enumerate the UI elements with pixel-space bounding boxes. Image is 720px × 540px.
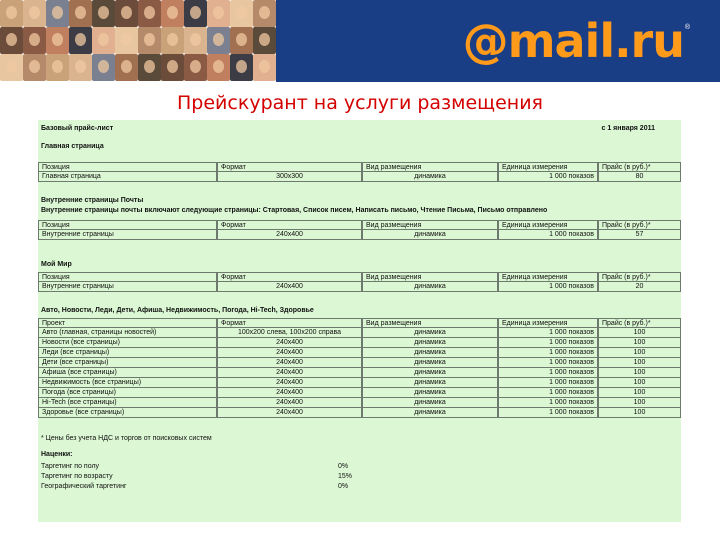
table-cell: 100 xyxy=(598,408,681,418)
table-cell: 100 xyxy=(598,378,681,388)
table-cell: 100 xyxy=(598,368,681,378)
collage-photo xyxy=(253,27,276,54)
table-cell: 1 000 показов xyxy=(498,172,598,182)
column-header: Единица измерения xyxy=(498,272,598,282)
surcharge-value: 0% xyxy=(338,463,349,470)
section-title: Мой Мир xyxy=(41,261,72,268)
table-row xyxy=(38,398,681,408)
surcharge-value: 15% xyxy=(338,473,353,480)
table-cell: 80 xyxy=(598,172,681,182)
table-cell: 240х400 xyxy=(217,388,362,398)
table-cell: 240х400 xyxy=(217,338,362,348)
section-title: Главная страница xyxy=(41,143,104,150)
collage-photo xyxy=(138,27,161,54)
table-cell: динамика xyxy=(362,172,498,182)
table-cell: 240х400 xyxy=(217,398,362,408)
table-cell: Леди (все страницы) xyxy=(38,348,217,358)
section-note: Внутренние страницы почты включают следующие страницы: Стартовая, Список писем, Написать письмо, Чтение Письма, Письмо отправлено xyxy=(41,207,548,214)
table-row xyxy=(38,172,681,182)
table-cell: 1 000 показов xyxy=(498,368,598,378)
collage-photo xyxy=(230,27,253,54)
table-cell: 100 xyxy=(598,388,681,398)
table-cell: динамика xyxy=(362,368,498,378)
table-cell: 240х400 xyxy=(217,358,362,368)
column-header: Единица измерения xyxy=(498,318,598,328)
table-cell: 20 xyxy=(598,282,681,292)
collage-photo xyxy=(0,27,23,54)
table-row xyxy=(38,388,681,398)
collage-photo xyxy=(161,0,184,27)
column-header: Позиция xyxy=(38,220,217,230)
surcharge-label: Географический таргетинг xyxy=(41,483,127,490)
table-cell: 57 xyxy=(598,230,681,240)
column-header: Вид размещения xyxy=(362,272,498,282)
collage-photo xyxy=(92,54,115,81)
table-row xyxy=(38,282,681,292)
collage-photo xyxy=(115,27,138,54)
table-cell: 100 xyxy=(598,328,681,338)
collage-photo xyxy=(46,27,69,54)
table-cell: 1 000 показов xyxy=(498,378,598,388)
mailru-logo[interactable]: @mail.ru xyxy=(462,14,684,68)
table-cell: динамика xyxy=(362,230,498,240)
column-header: Вид размещения xyxy=(362,162,498,172)
sheet-date: с 1 января 2011 xyxy=(601,125,655,132)
table-cell: Здоровье (все страницы) xyxy=(38,408,217,418)
table-cell: 1 000 показов xyxy=(498,282,598,292)
table-cell: 100 xyxy=(598,338,681,348)
collage-photo xyxy=(184,54,207,81)
table-cell: 240х400 xyxy=(217,368,362,378)
collage-photo xyxy=(23,54,46,81)
collage-photo xyxy=(115,0,138,27)
table-header-row xyxy=(38,220,681,230)
table-row xyxy=(38,358,681,368)
header xyxy=(0,0,720,82)
collage-photo xyxy=(23,27,46,54)
collage-photo xyxy=(46,54,69,81)
table-cell: Недвижимость (все страницы) xyxy=(38,378,217,388)
collage-photo xyxy=(138,0,161,27)
table-row xyxy=(38,338,681,348)
table-cell: 240х400 xyxy=(217,408,362,418)
collage-photo xyxy=(230,0,253,27)
column-header: Формат xyxy=(217,318,362,328)
table-cell: Авто (главная, страницы новостей) xyxy=(38,328,217,338)
table-cell: Погода (все страницы) xyxy=(38,388,217,398)
surcharge-label: Таргетинг по полу xyxy=(41,463,100,470)
table-row xyxy=(38,328,681,338)
collage-photo xyxy=(46,0,69,27)
collage-photo xyxy=(23,0,46,27)
table-cell: динамика xyxy=(362,282,498,292)
registered-mark: ® xyxy=(684,24,690,31)
table-cell: динамика xyxy=(362,348,498,358)
collage-photo xyxy=(253,0,276,27)
table-row xyxy=(38,408,681,418)
collage-photo xyxy=(253,54,276,81)
table-header-row xyxy=(38,272,681,282)
surcharge-value: 0% xyxy=(338,483,349,490)
section-title: Авто, Новости, Леди, Дети, Афиша, Недвижимость, Погода, Hi-Tech, Здоровье xyxy=(41,307,314,314)
collage-photo xyxy=(0,54,23,81)
section-title: Внутренние страницы Почты xyxy=(41,197,144,204)
collage-photo xyxy=(207,0,230,27)
collage-photo xyxy=(92,0,115,27)
table-cell: Внутренние страницы xyxy=(38,230,217,240)
table-cell: динамика xyxy=(362,408,498,418)
page-title: Прейскурант на услуги размещения xyxy=(177,92,543,114)
column-header: Проект xyxy=(38,318,217,328)
table-cell: 1 000 показов xyxy=(498,230,598,240)
collage-photo xyxy=(115,54,138,81)
table-cell: 1 000 показов xyxy=(498,358,598,368)
collage-photo xyxy=(230,54,253,81)
column-header: Позиция xyxy=(38,162,217,172)
table-cell: Новости (все страницы) xyxy=(38,338,217,348)
column-header: Единица измерения xyxy=(498,162,598,172)
table-cell: 1 000 показов xyxy=(498,328,598,338)
table-cell: 240х400 xyxy=(217,282,362,292)
collage-photo xyxy=(92,27,115,54)
table-row xyxy=(38,230,681,240)
logo-panel xyxy=(276,0,720,82)
column-header: Вид размещения xyxy=(362,318,498,328)
table-cell: динамика xyxy=(362,378,498,388)
table-header-row xyxy=(38,162,681,172)
table-cell: 300х300 xyxy=(217,172,362,182)
table-cell: 1 000 показов xyxy=(498,348,598,358)
photo-collage xyxy=(0,0,276,82)
column-header: Единица измерения xyxy=(498,220,598,230)
column-header: Позиция xyxy=(38,272,217,282)
column-header: Прайс (в руб.)* xyxy=(598,220,681,230)
collage-photo xyxy=(207,54,230,81)
table-row xyxy=(38,348,681,358)
collage-photo xyxy=(184,0,207,27)
column-header: Формат xyxy=(217,272,362,282)
table-cell: 100х200 слева, 100х200 справа xyxy=(217,328,362,338)
table-cell: динамика xyxy=(362,358,498,368)
column-header: Вид размещения xyxy=(362,220,498,230)
collage-photo xyxy=(161,27,184,54)
table-cell: 240х400 xyxy=(217,230,362,240)
collage-photo xyxy=(0,0,23,27)
table-header-row xyxy=(38,318,681,328)
table-cell: 1 000 показов xyxy=(498,338,598,348)
table-cell: Внутренние страницы xyxy=(38,282,217,292)
table-cell: 1 000 показов xyxy=(498,398,598,408)
price-list-sheet xyxy=(38,120,681,522)
column-header: Прайс (в руб.)* xyxy=(598,162,681,172)
table-cell: динамика xyxy=(362,388,498,398)
surcharge-title: Наценки: xyxy=(41,451,73,458)
collage-photo xyxy=(184,27,207,54)
table-row xyxy=(38,378,681,388)
table-cell: динамика xyxy=(362,338,498,348)
sheet-heading: Базовый прайс-лист xyxy=(41,125,114,132)
table-cell: 1 000 показов xyxy=(498,388,598,398)
table-cell: 1 000 показов xyxy=(498,408,598,418)
table-cell: 100 xyxy=(598,358,681,368)
table-cell: Дети (все страницы) xyxy=(38,358,217,368)
table-cell: 100 xyxy=(598,348,681,358)
collage-photo xyxy=(207,27,230,54)
column-header: Прайс (в руб.)* xyxy=(598,318,681,328)
table-cell: Афиша (все страницы) xyxy=(38,368,217,378)
footnote: * Цены без учета НДС и торгов от поисковых систем xyxy=(41,435,212,442)
table-cell: 240х400 xyxy=(217,348,362,358)
collage-photo xyxy=(138,54,161,81)
collage-photo xyxy=(69,27,92,54)
table-cell: Главная страница xyxy=(38,172,217,182)
column-header: Прайс (в руб.)* xyxy=(598,272,681,282)
table-cell: динамика xyxy=(362,398,498,408)
column-header: Формат xyxy=(217,162,362,172)
table-cell: динамика xyxy=(362,328,498,338)
collage-photo xyxy=(69,0,92,27)
collage-photo xyxy=(69,54,92,81)
table-cell: 240х400 xyxy=(217,378,362,388)
collage-photo xyxy=(161,54,184,81)
table-cell: Hi-Tech (все страницы) xyxy=(38,398,217,408)
column-header: Формат xyxy=(217,220,362,230)
table-row xyxy=(38,368,681,378)
table-cell: 100 xyxy=(598,398,681,408)
surcharge-label: Таргетинг по возрасту xyxy=(41,473,113,480)
